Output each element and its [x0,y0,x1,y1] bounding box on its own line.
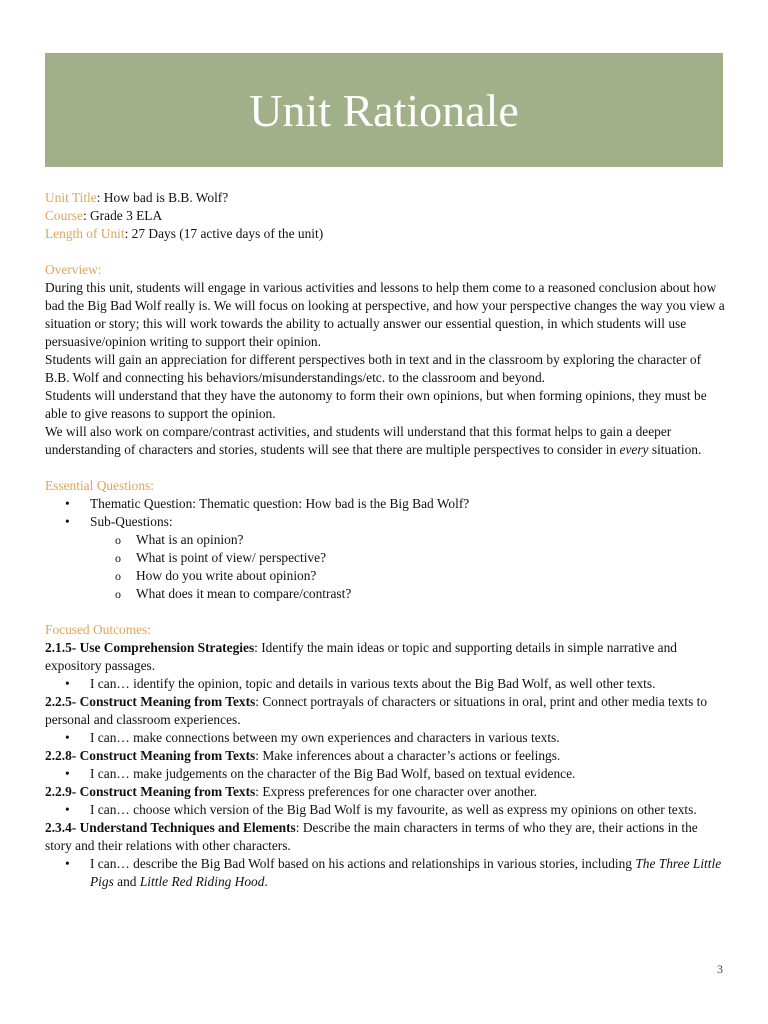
ican-statement: • I can… identify the opinion, topic and details in various texts about the Big Bad Wolf, as well other texts. [45,675,725,693]
sub-question: o How do you write about opinion? [45,567,725,585]
sub-questions-label: Sub-Questions: [90,514,173,529]
length-line [45,225,725,243]
outcome-ican-list [45,855,725,891]
outcome-2-2-9 [45,783,725,801]
ican-statement: • I can… make connections between my own experiences and characters in various texts. [45,729,725,747]
outcome-code: 2.2.8- Construct Meaning from Texts [45,748,256,763]
overview-p4-emphasis: every [619,442,649,457]
outcome-description: : Connect portrayals of characters or situations in oral, print and other media texts to personal and classroom experiences. [45,694,708,727]
essential-questions-heading: Essential Questions: [45,478,154,493]
course-line [45,207,725,225]
focused-outcomes-heading: Focused Outcomes: [45,622,151,637]
outcome-code: 2.3.4- Understand Techniques and Elements [45,820,296,835]
thematic-question: • Thematic Question: Thematic question: How bad is the Big Bad Wolf? [45,495,725,513]
page-title: Unit Rationale [249,84,519,136]
ican-statement: • I can… choose which version of the Big Bad Wolf is my favourite, as well as express my opinions on other texts. [45,801,725,819]
overview-p4-text: We will also work on compare/contrast activities, and students will understand that this format helps to gain a deeper understanding of characters and stories, students will see that there are multiple perspectives to consider in [45,424,672,457]
course-value: : Grade 3 ELA [82,208,163,223]
unit-title-line [45,189,725,207]
ican-text: I can… describe the Big Bad Wolf based on his actions and relationships in various stories, including [90,856,636,871]
overview-heading: Overview: [45,262,102,277]
outcome-description: : Describe the main characters in terms of who they are, their actions in the story and their relations with other characters. [45,820,698,853]
outcome-2-1-5 [45,639,725,675]
unit-title-label: Unit Title [45,190,97,205]
outcome-code: 2.1.5- Use Comprehension Strategies [45,640,255,655]
document-body [45,189,725,891]
outcome-code: 2.2.9- Construct Meaning from Texts [45,784,256,799]
outcome-description: : Express preferences for one character over another. [255,784,538,799]
ican-end: . [264,874,268,889]
sub-questions-item [45,513,725,603]
book-title: Little Red Riding Hood [139,874,265,889]
length-value: : 27 Days (17 active days of the unit) [124,226,324,241]
ican-statement: • I can… make judgements on the character of the Big Bad Wolf, based on textual evidence. [45,765,725,783]
book-title: The Three Little Pigs [90,856,722,889]
outcome-ican-list [45,675,725,693]
ican-conjunction: and [113,874,140,889]
overview-paragraph-1: During this unit, students will engage in various activities and lessons to help them come to a reasoned conclusion about how bad the Big Bad Wolf really is. We will focus on looking at perspective, and how your perspective changes the way you view a situation or story; this will work towards the ability to actually answer our essential question, in which students will use persuasive/opinion writing to support their opinion. [45,280,725,349]
overview-paragraph-3: Students will understand that they have the autonomy to form their own opinions, but when forming opinions, they must be able to give reasons to support the opinion. [45,388,707,421]
overview-paragraph-4 [45,423,725,459]
outcome-code: 2.2.5- Construct Meaning from Texts [45,694,256,709]
outcome-2-2-5 [45,693,725,729]
outcome-2-2-8 [45,747,725,765]
outcome-description: : Identify the main ideas or topic and supporting details in simple narrative and expository passages. [45,640,677,673]
sub-question: o What is an opinion? [45,531,725,549]
outcome-description: : Make inferences about a character’s actions or feelings. [255,748,561,763]
page-number: 3 [717,962,723,976]
outcome-ican-list [45,801,725,819]
course-label: Course [45,208,83,223]
ican-statement [45,855,725,891]
overview-paragraph-2: Students will gain an appreciation for different perspectives both in text and in the classroom by exploring the character of B.B. Wolf and connecting his behaviors/misunderstandings/etc. to the classroom and beyond. [45,352,702,385]
length-label: Length of Unit [45,226,125,241]
essential-questions-list [45,495,725,603]
outcome-ican-list [45,765,725,783]
title-banner [45,53,723,167]
overview-p4-end: situation. [648,442,702,457]
sub-question: o What is point of view/ perspective? [45,549,725,567]
unit-title-value: : How bad is B.B. Wolf? [96,190,229,205]
outcome-2-3-4 [45,819,725,855]
sub-questions-list [45,531,725,603]
outcome-ican-list [45,729,725,747]
sub-question: o What does it mean to compare/contrast? [45,585,725,603]
